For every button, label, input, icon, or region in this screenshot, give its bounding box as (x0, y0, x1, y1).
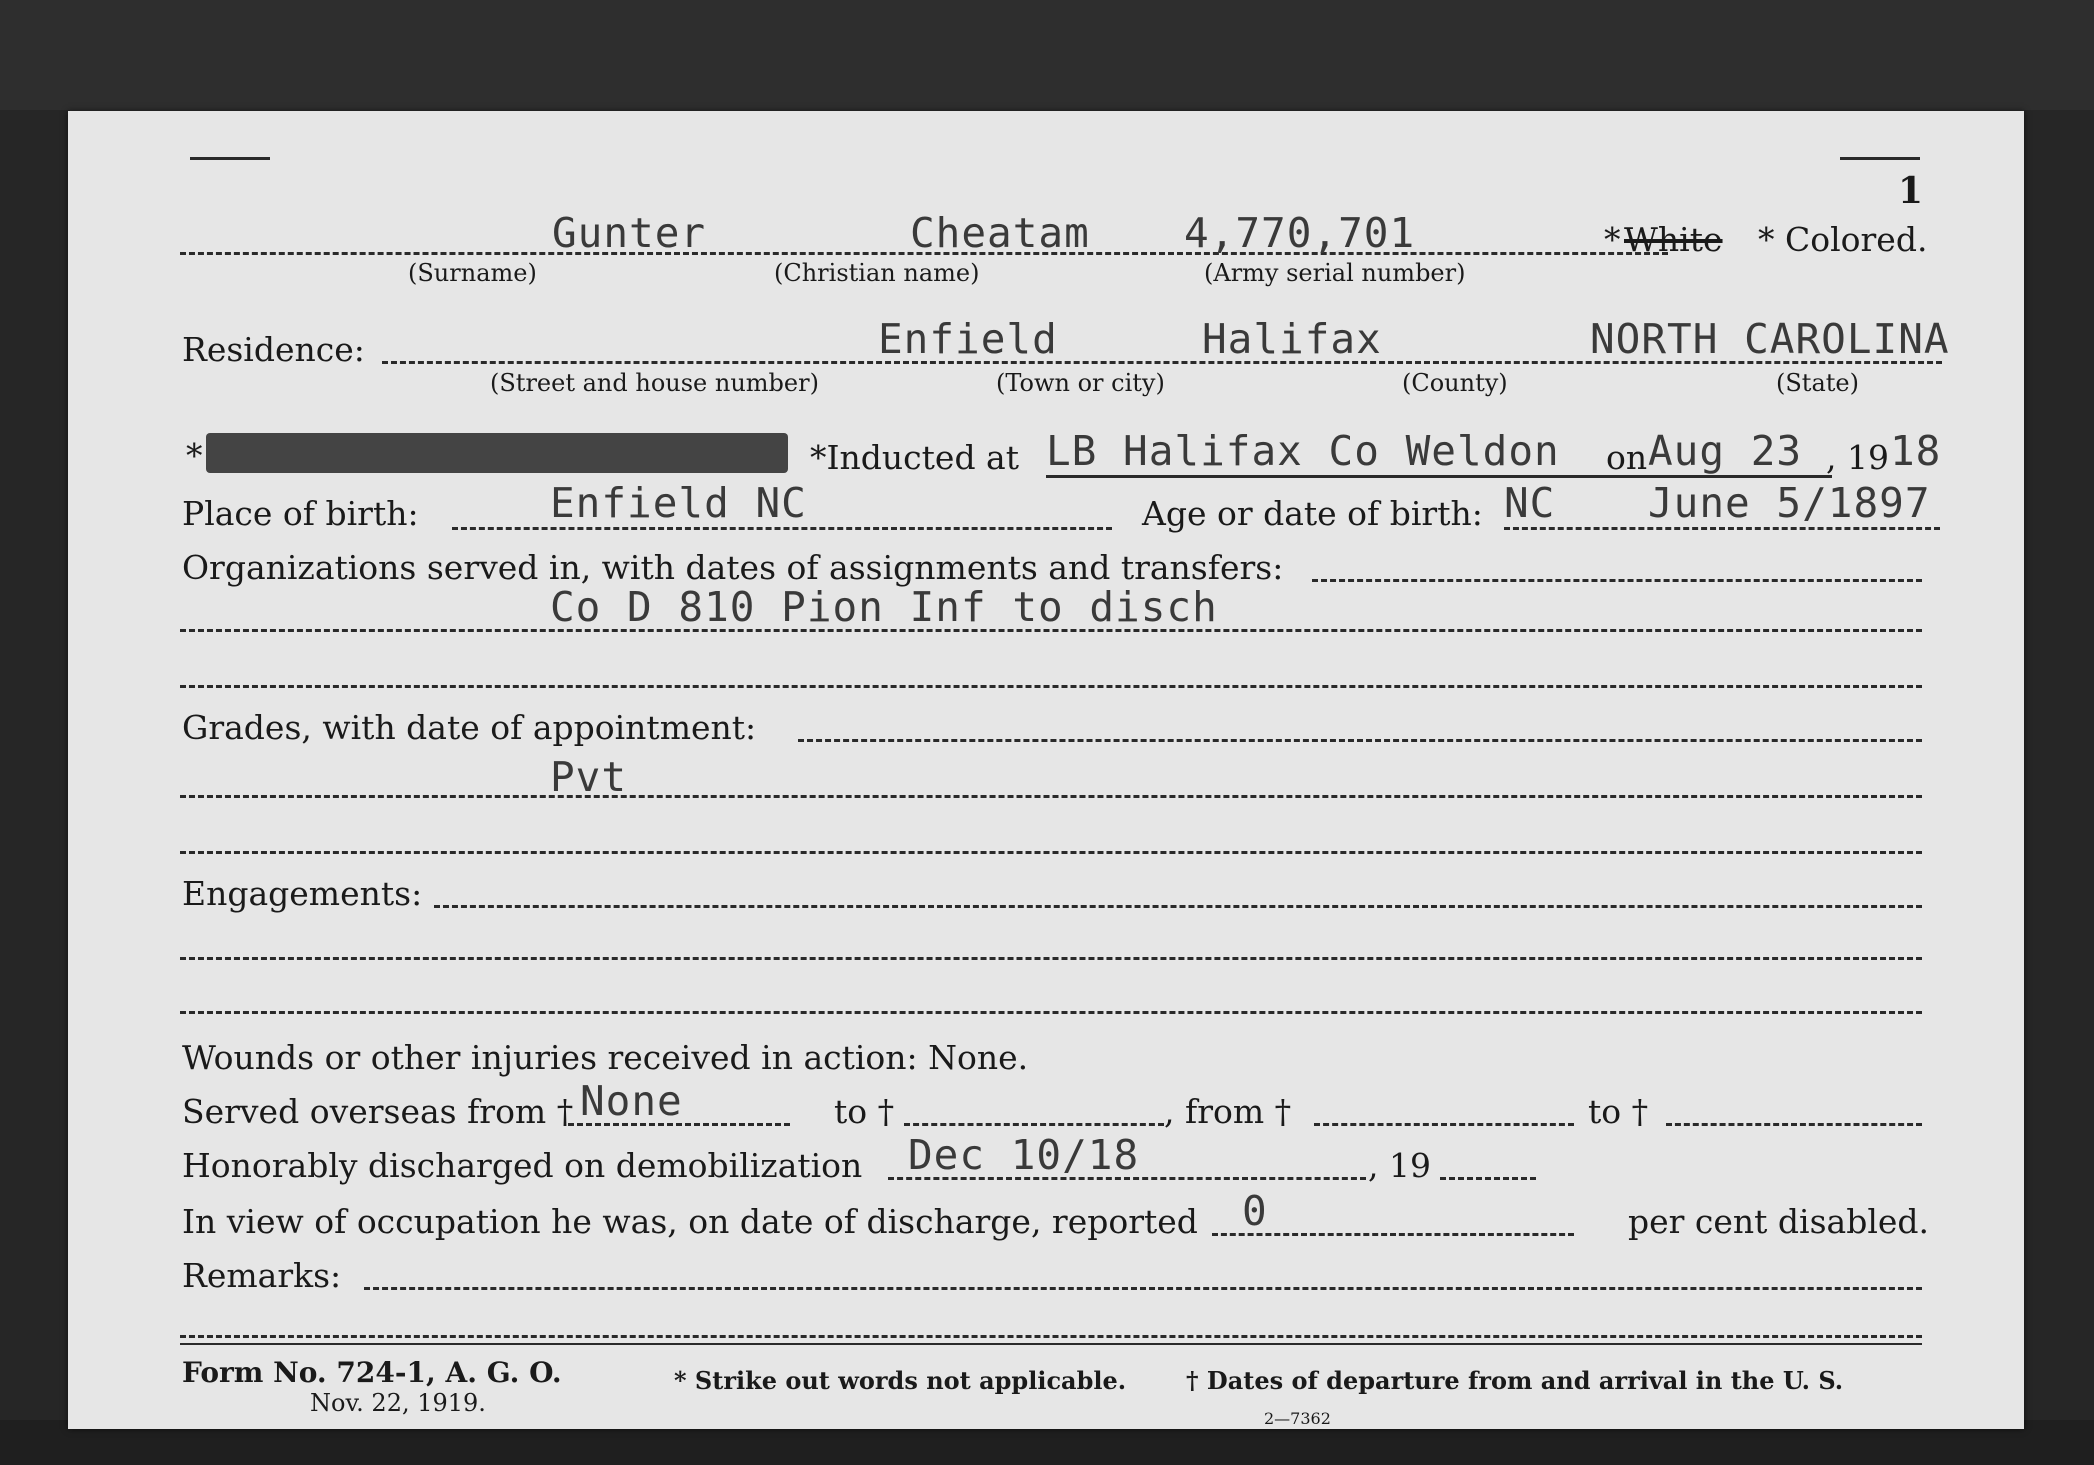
organizations-value: Co D 810 Pion Inf to disch (550, 583, 1218, 631)
engagements-label: Engagements: (182, 874, 423, 913)
discharge-year-line (1440, 1177, 1536, 1180)
wounds-label: Wounds or other injuries received in action: None. (182, 1038, 1029, 1077)
enlisted-star: * (186, 436, 203, 475)
engagements-line-2 (180, 957, 1922, 960)
corner-rule-right (1840, 157, 1920, 160)
redacted-enlistment-block (206, 433, 788, 473)
organizations-line-3 (180, 685, 1922, 688)
overseas-to-line-2 (1666, 1123, 1922, 1126)
overseas-to-line-1 (904, 1123, 1164, 1126)
grades-label: Grades, with date of appointment: (182, 708, 757, 747)
grades-line-3 (180, 851, 1922, 854)
christian-name-label: (Christian name) (774, 259, 980, 287)
discharge-label: Honorably discharged on demobilization (182, 1146, 863, 1185)
disability-label: In view of occupation he was, on date of discharge, reported (182, 1202, 1198, 1241)
discharge-line (888, 1177, 1366, 1180)
scan-background-right (2024, 110, 2094, 1430)
organizations-label: Organizations served in, with dates of assignments and transfers: (182, 548, 1284, 587)
inducted-place: LB Halifax Co Weldon (1046, 427, 1560, 475)
corner-rule-left (190, 157, 270, 160)
christian-name-value: Cheatam (910, 209, 1090, 257)
disability-line (1212, 1233, 1574, 1236)
age-prefix: NC (1504, 479, 1556, 527)
footer-stamp: 2—7362 (1264, 1409, 1331, 1428)
age-line (1504, 527, 1940, 530)
age-label: Age or date of birth: (1142, 494, 1483, 533)
overseas-from-line (568, 1123, 790, 1126)
overseas-from-line-2 (1314, 1123, 1574, 1126)
serial-number-value: 4,770,701 (1184, 209, 1416, 257)
grades-line-2 (180, 795, 1922, 798)
grades-value: Pvt (550, 753, 628, 801)
surname-label: (Surname) (408, 259, 537, 287)
inducted-year-prefix: , 19 (1826, 438, 1889, 477)
inducted-date: Aug 23 (1648, 427, 1803, 475)
overseas-label: Served overseas from † (182, 1092, 574, 1131)
remarks-line-2 (180, 1335, 1922, 1338)
remarks-line-1 (364, 1287, 1922, 1290)
surname-value: Gunter (552, 209, 707, 257)
card-number: 1 (1898, 170, 1924, 212)
form-date: Nov. 22, 1919. (310, 1389, 486, 1417)
discharge-year-label: , 19 (1368, 1146, 1431, 1185)
state-label: (State) (1776, 369, 1859, 397)
birth-date: June 5/1897 (1648, 479, 1931, 527)
organizations-line-1 (1312, 579, 1922, 582)
race-white-struck: White (1624, 220, 1723, 259)
engagements-line-3 (180, 1011, 1922, 1014)
inducted-on-label: on (1606, 438, 1648, 477)
race-star: * (1604, 220, 1621, 259)
footer-note-dates: † Dates of departure from and arrival in the U. S. (1186, 1366, 1844, 1395)
form-number: Form No. 724-1, A. G. O. (182, 1356, 562, 1389)
inducted-underline (1046, 475, 1832, 478)
county-label: (County) (1402, 369, 1508, 397)
engagements-line-1 (434, 905, 1922, 908)
disability-suffix: per cent disabled. (1628, 1202, 1930, 1241)
remarks-label: Remarks: (182, 1256, 342, 1295)
overseas-from-value: None (580, 1077, 683, 1125)
grades-line-1 (798, 739, 1922, 742)
street-label: (Street and house number) (490, 369, 819, 397)
scan-background-top (0, 0, 2094, 115)
residence-county: Halifax (1202, 315, 1382, 363)
overseas-from-label-2: , from † (1164, 1092, 1292, 1131)
inducted-year-suffix: 18 (1890, 427, 1942, 475)
footer-rule (180, 1343, 1922, 1345)
residence-town: Enfield (878, 315, 1058, 363)
overseas-to-label-2: to † (1588, 1092, 1649, 1131)
overseas-to-label-1: to † (834, 1092, 895, 1131)
discharge-value: Dec 10/18 (908, 1131, 1140, 1179)
race-colored: * Colored. (1758, 220, 1928, 259)
footer-note-strike: * Strike out words not applicable. (674, 1366, 1127, 1395)
residence-state: NORTH CAROLINA (1590, 315, 1950, 363)
scan-background-left (0, 110, 70, 1430)
place-of-birth-value: Enfield NC (550, 479, 807, 527)
serial-number-label: (Army serial number) (1204, 259, 1466, 287)
service-record-card (68, 111, 2024, 1429)
place-of-birth-line (452, 527, 1112, 530)
inducted-label: *Inducted at (810, 438, 1019, 477)
disability-value: 0 (1242, 1187, 1268, 1235)
place-of-birth-label: Place of birth: (182, 494, 419, 533)
town-label: (Town or city) (996, 369, 1165, 397)
residence-label: Residence: (182, 330, 365, 369)
